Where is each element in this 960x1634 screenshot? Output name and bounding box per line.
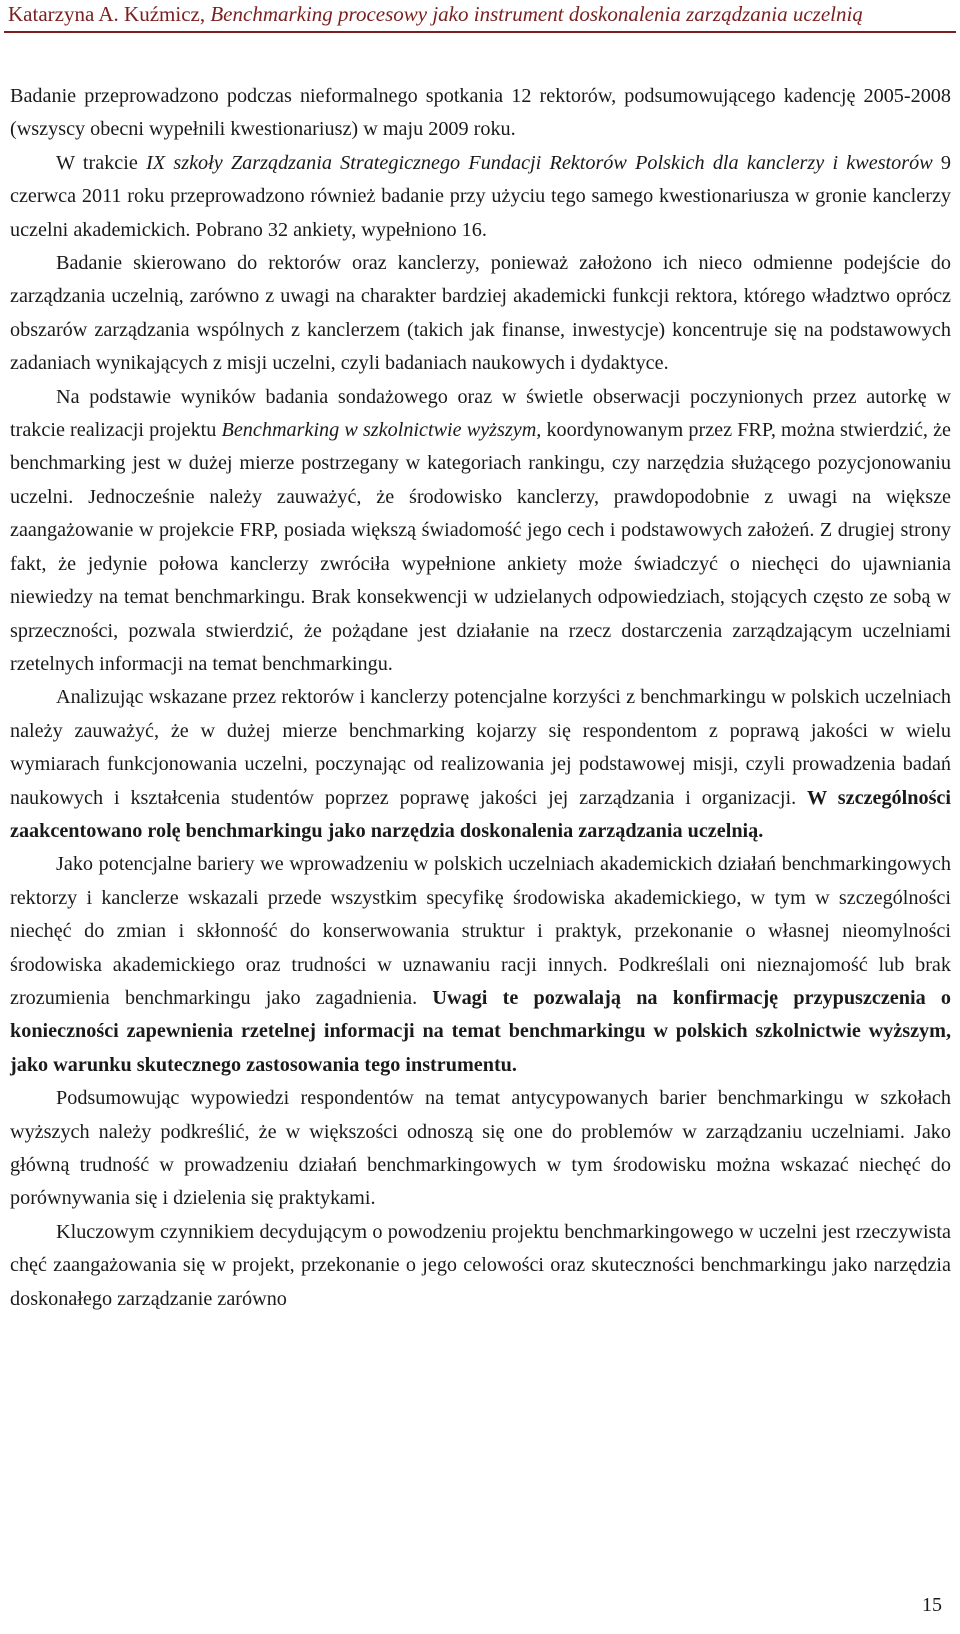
paragraph-4 bbox=[10, 381, 951, 682]
paragraph-3 bbox=[10, 247, 951, 381]
header-title: Benchmarking procesowy jako instrument doskonalenia zarządzania uczelnią bbox=[210, 2, 863, 26]
paragraph-2-italic: IX szkoły Zarządzania Strategicznego Fundacji Rektorów Polskich dla kanclerzy i kwestorów bbox=[146, 151, 933, 174]
paragraph-2-text-c: 9 czerwca 2011 roku przeprowadzono również badanie przy użyciu tego samego kwestionariusza w gronie kanclerzy uczelni akademickich. Pobrano 32 ankiety, wypełniono 16. bbox=[10, 151, 952, 241]
paragraph-4-text-a: Na podstawie wyników badania sondażowego oraz w świetle obserwacji poczynionych przez autorkę w trakcie realizacji projektu bbox=[10, 385, 951, 442]
paragraph-6 bbox=[10, 848, 951, 1082]
paragraph-2 bbox=[10, 147, 951, 247]
header-rule bbox=[4, 31, 956, 33]
paragraph-5 bbox=[10, 681, 951, 848]
page-number: 15 bbox=[922, 1594, 942, 1616]
paragraph-1 bbox=[10, 80, 951, 147]
paragraph-7 bbox=[10, 1082, 951, 1216]
paragraph-6-text: Jako potencjalne bariery we wprowadzeniu w polskich uczelniach akademickich działań benchmarkingowych rektorzy i kanclerze wskazali przede wszystkim specyfikę środowiska akademickiego, w tym w szczególności niechęć do zmian i skłonność do konserwowania struktur i praktyk, przekonanie o własnej nieomylności środowiska akademickiego oraz trudności w uznawaniu racji innych. Podkreślali oni nieznajomość lub brak zrozumienia benchmarkingu jako zagadnienia. bbox=[10, 853, 951, 1009]
paragraph-1-text: Badanie przeprowadzono podczas nieformalnego spotkania 12 rektorów, podsumowującego kadencję 2005-2008 (wszyscy obecni wypełnili kwestionariusz) w maju 2009 roku. bbox=[10, 85, 951, 141]
running-header-text bbox=[8, 0, 863, 28]
paragraph-4-italic: Benchmarking w szkolnictwie wyższym, bbox=[221, 419, 542, 442]
paragraph-8-text: Kluczowym czynnikiem decydującym o powodzeniu projektu benchmarkingowego w uczelni jest rzeczywista chęć zaangażowania się w projekt, przekonanie o jego celowości oraz skuteczności benchmarkingu jako narzędzia doskonałego zarządzanie zarówno bbox=[10, 1220, 951, 1310]
document-body bbox=[10, 80, 951, 1316]
paragraph-2-text-a: W trakcie bbox=[56, 151, 147, 174]
paragraph-6-bold: Uwagi te pozwalają na konfirmację przypuszczenia o konieczności zapewnienia rzetelnej informacji na temat benchmarkingu w polskich szkolnictwie wyższym, jako warunku skutecznego zastosowania tego instrumentu. bbox=[10, 986, 951, 1076]
paragraph-5-text: Analizując wskazane przez rektorów i kanclerzy potencjalne korzyści z benchmarkingu w polskich uczelniach należy zauważyć, że w dużej mierze benchmarking kojarzy się respondentom z poprawą jakości w wielu wymiarach funkcjonowania uczelni, poczynając od realizowania jej podstawowej misji, czyli prowadzenia badań naukowych i kształcenia studentów poprzez poprawę jakości jej zarządzania i organizacji. bbox=[10, 686, 951, 809]
paragraph-3-text: Badanie skierowano do rektorów oraz kanclerzy, ponieważ założono ich nieco odmienne podejście do zarządzania uczelnią, zarówno z uwagi na charakter bardziej akademicki funkcji rektora, którego władztwo oprócz obszarów zarządzania wspólnych z kanclerzem (takich jak finanse, inwestycje) koncentruje się na podstawowych zadaniach wynikających z misji uczelni, czyli badaniach naukowych i dydaktyce. bbox=[10, 252, 951, 375]
paragraph-7-text: Podsumowując wypowiedzi respondentów na temat antycypowanych barier benchmarkingu w szkołach wyższych należy podkreślić, że w większości odnoszą się one do problemów w zarządzaniu uczelniami. Jako główną trudność w prowadzeniu działań benchmarkingowych w tym środowisku można wskazać niechęć do porównywania się i dzielenia się praktykami. bbox=[10, 1087, 951, 1210]
paragraph-8 bbox=[10, 1216, 951, 1316]
header-author: Katarzyna A. Kuźmicz, bbox=[8, 2, 211, 26]
running-header bbox=[0, 0, 960, 34]
paragraph-4-text-c: koordynowanym przez FRP, można stwierdzić, że benchmarking jest w dużej mierze postrzegany w kategoriach rankingu, czy narzędzia służącego pozycjonowaniu uczelni. Jednocześnie należy zauważyć, że środowisko kanclerzy, prawdopodobnie z uwagi na większe zaangażowanie w projekcie FRP, posiada większą świadomość jego cech i podstawowych założeń. Z drugiej strony fakt, że jedynie połowa kanclerzy zwróciła wypełnione ankiety może świadczyć o niechęci do ujawniania niewiedzy na temat benchmarkingu. Brak konsekwencji w udzielanych odpowiedziach, stojących często ze sobą w sprzeczności, pozwala stwierdzić, że pożądane jest działanie na rzecz dostarczenia zarządzającym uczelniami rzetelnych informacji na temat benchmarkingu. bbox=[10, 419, 952, 675]
paragraph-5-bold: W szczególności zaakcentowano rolę benchmarkingu jako narzędzia doskonalenia zarządzania uczelnią. bbox=[10, 786, 951, 842]
